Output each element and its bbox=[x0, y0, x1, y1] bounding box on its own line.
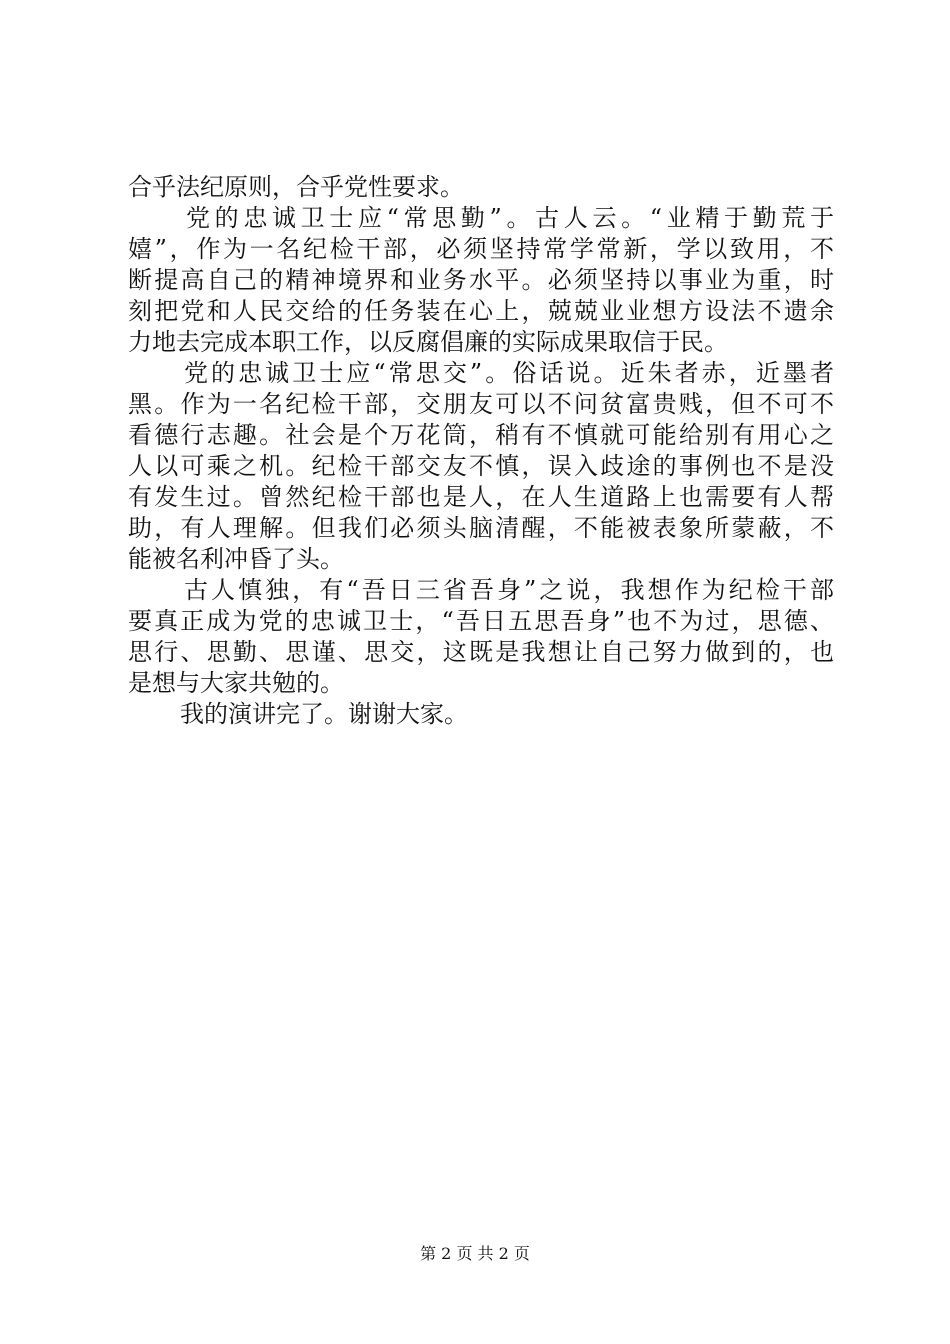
text-line: 嬉”，作为一名纪检干部，必须坚持常学常新，学以致用，不 bbox=[128, 235, 834, 263]
text-line: 能被名利冲昏了头。 bbox=[128, 545, 344, 573]
paragraph-start-line: 党的忠诚卫士应“常思交”。俗话说。近朱者赤，近墨者 bbox=[184, 359, 834, 387]
text-line: 有发生过。曾然纪检干部也是人，在人生道路上也需要有人帮 bbox=[128, 483, 834, 511]
text-line: 力地去完成本职工作，以反腐倡廉的实际成果取信于民。 bbox=[128, 328, 728, 356]
document-body bbox=[128, 172, 834, 730]
text-line: 要真正成为党的忠诚卫士，“吾日五思吾身”也不为过，思德、 bbox=[128, 607, 834, 635]
text-line: 看德行志趣。社会是个万花筒，稍有不慎就可能给别有用心之 bbox=[128, 421, 834, 449]
text-line: 刻把党和人民交给的任务装在心上，兢兢业业想方设法不遗余 bbox=[128, 297, 834, 325]
text-line: 人以可乘之机。纪检干部交友不慎，误入歧途的事例也不是没 bbox=[128, 452, 834, 480]
text-line: 是想与大家共勉的。 bbox=[128, 669, 344, 697]
text-line: 思行、思勤、思谨、思交，这既是我想让自己努力做到的，也 bbox=[128, 638, 834, 666]
text-line: 助，有人理解。但我们必须头脑清醒，不能被表象所蒙蔽，不 bbox=[128, 514, 834, 542]
text-line: 断提高自己的精神境界和业务水平。必须坚持以事业为重，时 bbox=[128, 266, 834, 294]
text-line: 黑。作为一名纪检干部，交朋友可以不问贫富贵贱，但不可不 bbox=[128, 390, 834, 418]
page-footer bbox=[0, 1244, 950, 1264]
paragraph-start-line: 我的演讲完了。谢谢大家。 bbox=[180, 700, 468, 728]
text-line: 合乎法纪原则，合乎党性要求。 bbox=[128, 173, 464, 201]
paragraph-start-line: 党的忠诚卫士应“常思勤”。古人云。“业精于勤荒于 bbox=[186, 204, 834, 232]
paragraph-start-line: 古人慎独，有“吾日三省吾身”之说，我想作为纪检干部 bbox=[184, 576, 834, 604]
page-number-label: 第 2 页 共 2 页 bbox=[420, 1244, 530, 1263]
